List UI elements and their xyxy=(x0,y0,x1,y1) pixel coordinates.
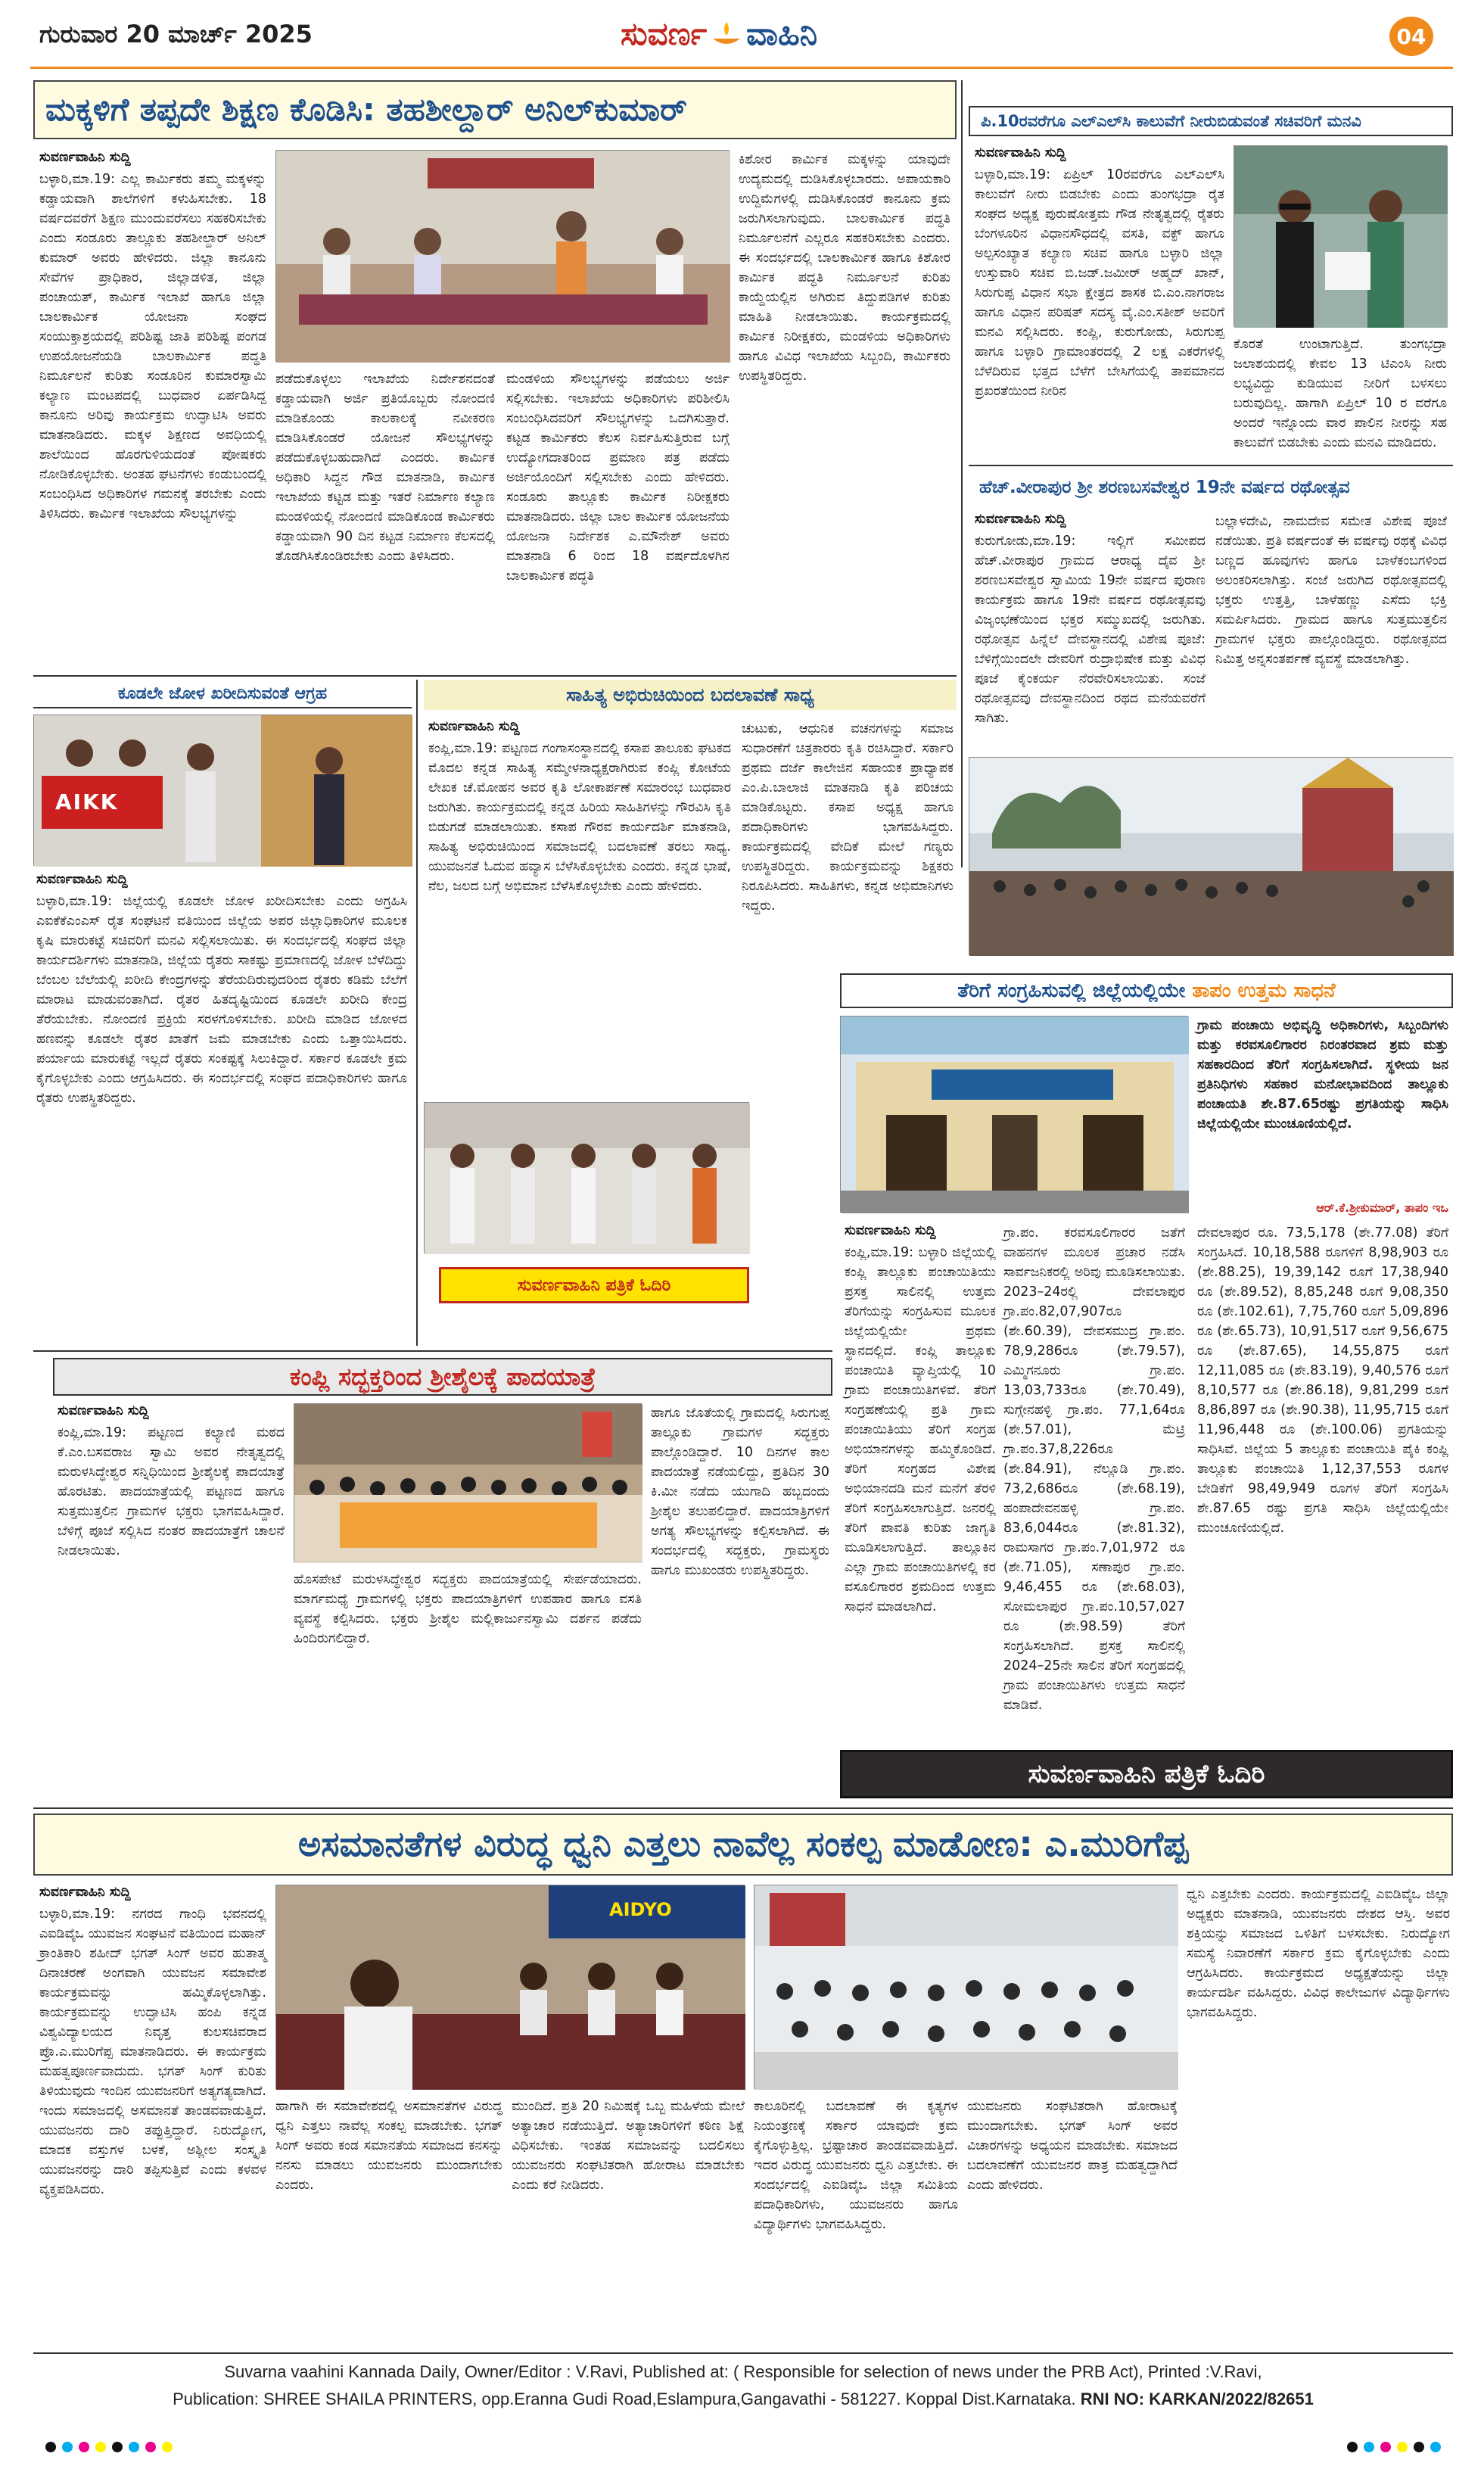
divider xyxy=(416,680,418,1346)
footer xyxy=(33,2358,1453,2419)
story-education-col4: ಕಿಶೋರ ಕಾರ್ಮಿಕ ಮಕ್ಕಳನ್ನು ಯಾವುದೇ ಉದ್ಯಮದಲ್ಲಿ ದುಡಿಸಿಕೊಳ್ಳಬಾರದು. ಅಪಾಯಕಾರಿ ಉದ್ದಿಮೆಗಳಲ್ಲಿ ದುಡಿಸಿಕೊಂಡರೆ ಕಾನೂನು ಕ್ರಮ ಜರುಗಿಸಲಾಗುವುದು. ಬಾಲಕಾರ್ಮಿಕ ಪದ್ಧತಿ ನಿರ್ಮೂಲನೆಗೆ ಎಲ್ಲರೂ ಸಹಕರಿಸಬೇಕು ಎಂದರು. ಈ ಸಂದರ್ಭದಲ್ಲಿ ಬಾಲಕಾರ್ಮಿಕ ಹಾಗೂ ಕಿಶೋರ ಕಾರ್ಮಿಕ ಪದ್ಧತಿ ನಿರ್ಮೂಲನೆ ಕುರಿತು ಕಾಯ್ದೆಯಲ್ಲಿನ ಅಗಿರುವ ತಿದ್ದುಪಡಿಗಳ ಕುರಿತು ಮಾಹಿತಿ ನೀಡಲಾಯಿತು. ಕಾರ್ಯಕ್ರಮದಲ್ಲಿ ಕಾರ್ಮಿಕ ನಿರೀಕ್ಷಕರು, ಮಂಡಳಿಯ ಅಧಿಕಾರಿಗಳು ಹಾಗೂ ವಿವಿಧ ಇಲಾಖೆಯ ಸಿಬ್ಬಂದಿ, ಕಾರ್ಮಿಕರು ಉಪಸ್ಥಿತರಿದ್ದರು. xyxy=(739,152,950,384)
story-jowar-banner: AIKK xyxy=(55,789,119,814)
footer-publication: Publication: SHREE SHAILA PRINTERS, opp.Eranna Gudi Road,Eslampura,Gangavathi - 581227. Koppal Dist.Karnataka. xyxy=(173,2389,1076,2408)
story-inequality xyxy=(33,1814,1453,2343)
story-tax-photo xyxy=(840,1016,1188,1213)
story-tax-col2: ಗ್ರಾ.ಪಂ. ಕರವಸೂಲಿಗಾರರ ಜತೆಗೆ ವಾಹನಗಳ ಮೂಲಕ ಪ್ರಚಾರ ನಡೆಸಿ ಸಾರ್ವಜನಿಕರಲ್ಲಿ ಅರಿವು ಮೂಡಿಸಲಾಯಿತು. 2023–24ರಲ್ಲಿ ದೇವಲಾಪುರ ಗ್ರಾ.ಪಂ.82,07,907ರೂ (ಶೇ.60.39), ದೇವಸಮುದ್ರ ಗ್ರಾ.ಪಂ. 78,9,286ರೂ (ಶೇ.79.57), ಎಮ್ಮಿಗನೂರು ಗ್ರಾ.ಪಂ. 13,03,733ರೂ (ಶೇ.70.49), ಸುಗ್ಗೇನಹಳ್ಳಿ ಗ್ರಾ.ಪಂ. 77,1,64ರೂ (ಶೇ.57.01), ಮೆಟ್ರಿ ಗ್ರಾ.ಪಂ.37,8,226ರೂ (ಶೇ.84.91), ನೆಲ್ಲೂಡಿ ಗ್ರಾ.ಪಂ. 73,2,686ರೂ (ಶೇ.68.19), ಹಂಪಾದೇವನಹಳ್ಳಿ ಗ್ರಾ.ಪಂ. 83,6,044ರೂ (ಶೇ.81.32), ರಾಮಸಾಗರ ಗ್ರಾ.ಪಂ.7,01,972 ರೂ (ಶೇ.71.05), ಸಣಾಪುರ ಗ್ರಾ.ಪಂ. 9,46,455 ರೂ (ಶೇ.68.03), ಸೋಮಲಾಪುರ ಗ್ರಾ.ಪಂ.10,57,027 ರೂ (ಶೇ.98.59) ತೆರಿಗೆ ಸಂಗ್ರಹಿಸಲಾಗಿದೆ. ಪ್ರಸಕ್ತ ಸಾಲಿನಲ್ಲಿ 2024–25ನೇ ಸಾಲಿನ ತೆರಿಗೆ ಸಂಗ್ರಹದಲ್ಲಿ ಗ್ರಾಮ ಪಂಚಾಯಿತಿಗಳು ಉತ್ತಮ ಸಾಧನೆ ಮಾಡಿವೆ. xyxy=(1003,1225,1185,1713)
story-canal-byline: ಸುವರ್ಣವಾಹಿನಿ ಸುದ್ದಿ xyxy=(975,145,1066,160)
story-chariot-byline: ಸುವರ್ಣವಾಹಿನಿ ಸುದ್ದಿ xyxy=(975,512,1066,527)
page-number: 04 xyxy=(1396,23,1426,49)
story-inequality-col2: ಹಾಗಾಗಿ ಈ ಸಮಾವೇಶದಲ್ಲಿ ಅಸಮಾನತೆಗಳ ವಿರುದ್ಧ ಧ್ವನಿ ಎತ್ತಲು ನಾವೆಲ್ಲ ಸಂಕಲ್ಪ ಮಾಡಬೇಕು. ಭಗತ್ ಸಿಂಗ್ ಅವರು ಕಂಡ ಸಮಾನತೆಯ ಸಮಾಜದ ಕನಸನ್ನು ನನಸು ಮಾಡಲು ಯುವಜನರು ಮುಂದಾಗಬೇಕು ಎಂದರು. xyxy=(275,2099,502,2193)
masthead xyxy=(0,0,1484,73)
story-inequality-photo-2 xyxy=(754,1885,1178,2089)
story-inequality-col6: ಧ್ವನಿ ಎತ್ತಬೇಕು ಎಂದರು. ಕಾರ್ಯಕ್ರಮದಲ್ಲಿ ಎಐಡಿವೈಒ ಜಿಲ್ಲಾ ಅಧ್ಯಕ್ಷರು ಮಾತನಾಡಿ, ಯುವಜನರು ದೇಶದ ಆಸ್ತಿ. ಅವರ ಶಕ್ತಿಯನ್ನು ಸಮಾಜದ ಒಳಿತಿಗೆ ಬಳಸಬೇಕು. ನಿರುದ್ಯೋಗ ಸಮಸ್ಯೆ ನಿವಾರಣೆಗೆ ಸರ್ಕಾರ ಕ್ರಮ ಕೈಗೊಳ್ಳಬೇಕು ಎಂದು ಆಗ್ರಹಿಸಿದರು. ಕಾರ್ಯಕ್ರಮದ ಅಧ್ಯಕ್ಷತೆಯನ್ನು ಜಿಲ್ಲಾ ಕಾರ್ಯದರ್ಶಿ ವಹಿಸಿದ್ದರು. ವಿವಿಧ ಕಾಲೇಜುಗಳ ವಿದ್ಯಾರ್ಥಿಗಳು ಭಾಗವಹಿಸಿದ್ದರು. xyxy=(1187,1887,1450,2020)
story-tax xyxy=(840,973,1453,1745)
story-tax-col3: ದೇವಲಾಪುರ ರೂ. 73,5,178 (ಶೇ.77.08) ತೆರಿಗೆ ಸಂಗ್ರಹಿಸಿದೆ. 10,18,588 ರೂಗಳಿಗೆ 8,98,903 ರೂ (ಶೇ.88.25), 19,39,142 ರೂಗೆ 17,38,940 ರೂ (ಶೇ.89.52), 8,85,248 ರೂಗೆ 9,08,350 ರೂ (ಶೇ.102.61), 7,75,760 ರೂಗೆ 5,09,896 ರೂ (ಶೇ.65.73), 10,91,517 ರೂಗೆ 9,56,675 ರೂ (ಶೇ.87.65), 14,55,875 ರೂಗೆ 12,11,085 ರೂ (ಶೇ.83.19), 9,40,576 ರೂಗೆ 8,10,577 ರೂ (ಶೇ.86.18), 9,81,299 ರೂಗೆ 8,86,897 ರೂ (ಶೇ.90.38), 11,95,715 ರೂಗೆ 11,96,448 ರೂ (ಶೇ.100.06) ಪ್ರಗತಿಯನ್ನು ಸಾಧಿಸಿವೆ. ಜಿಲ್ಲೆಯ 5 ತಾಲ್ಲೂಕು ಪಂಚಾಯಿತಿ ಪೈಕಿ ಕಂಪ್ಲಿ ತಾಲ್ಲೂಕು ಪಂಚಾಯಿತಿ 1,12,37,553 ರೂಗಳ ಬೇಡಿಕೆಗೆ 98,49,949 ರೂಗಳ ತೆರಿಗೆ ಸಂಗ್ರಹಿಸಿ ಶೇ.87.65 ರಷ್ಟು ಪ್ರಗತಿ ಸಾಧಿಸಿ ಜಿಲ್ಲೆಯಲ್ಲಿಯೇ ಮುಂಚೂಣಿಯಲ್ಲಿದೆ. xyxy=(1197,1225,1448,1536)
story-inequality-col5: ಯುವಜನರು ಸಂಘಟಿತರಾಗಿ ಹೋರಾಟಕ್ಕೆ ಮುಂದಾಗಬೇಕು. ಭಗತ್ ಸಿಂಗ್ ಅವರ ವಿಚಾರಗಳನ್ನು ಅಧ್ಯಯನ ಮಾಡಬೇಕು. ಸಮಾಜದ ಬದಲಾವಣೆಗೆ ಯುವಜನರ ಪಾತ್ರ ಮಹತ್ವದ್ದಾಗಿದೆ ಎಂದು ಹೇಳಿದರು. xyxy=(967,2099,1178,2193)
footer-line-2 xyxy=(33,2386,1453,2413)
ad-read-paper-2 xyxy=(840,1750,1453,1798)
story-education-byline: ಸುವರ್ಣವಾಹಿನಿ ಸುದ್ದಿ xyxy=(39,150,131,165)
footer-rni: RNI NO: KARKAN/2022/82651 xyxy=(1080,2389,1314,2408)
divider xyxy=(961,80,963,867)
footer-line-1: Suvarna vaahini Kannada Daily, Owner/Editor : V.Ravi, Published at: ( Responsible for selection of news under the PRB Act), Printed :V.Ravi, xyxy=(224,2362,1262,2381)
brand-name-right: ವಾಹಿನಿ xyxy=(746,15,818,52)
brand-lamp-icon xyxy=(710,19,743,49)
divider xyxy=(33,1807,1453,1809)
masthead-logo xyxy=(621,11,817,58)
story-jowar-photo xyxy=(33,715,412,866)
story-chariot-col2: ಬಲ್ಲಾಳದೇವಿ, ನಾಮದೇವ ಸಮೇತ ವಿಶೇಷ ಪೂಜೆ ನಡೆಯಿತು. ಪ್ರತಿ ವರ್ಷದಂತೆ ಈ ವರ್ಷವು ರಥಕ್ಕೆ ವಿವಿಧ ಬಣ್ಣದ ಹೂವುಗಳು ಹಾಗೂ ಬಾಳೆಕಂಬಗಳಿಂದ ಅಲಂಕರಿಸಲಾಗಿತ್ತು. ಸಂಜೆ ಜರುಗಿದ ರಥೋತ್ಸವದಲ್ಲಿ ಭಕ್ತರು ಉತ್ತತ್ತಿ, ಬಾಳೆಹಣ್ಣು ಎಸೆದು ಭಕ್ತಿ ಸಮರ್ಪಿಸಿದರು. ಗ್ರಾಮದ ಹಾಗೂ ಸುತ್ತಮುತ್ತಲಿನ ಗ್ರಾಮಗಳ ಭಕ್ತರು ಪಾಲ್ಗೊಂಡಿದ್ದರು. ರಥೋತ್ಸವದ ನಿಮಿತ್ತ ಅನ್ನಸಂತರ್ಪಣೆ ವ್ಯವಸ್ಥೆ ಮಾಡಲಾಗಿತ್ತು. xyxy=(1215,514,1447,667)
story-education xyxy=(33,80,957,671)
divider xyxy=(33,1350,832,1352)
story-canal-headline: ಪಿ.10ರವರೆಗೂ ಎಲ್‌ಎಲ್‌ಸಿ ಕಾಲುವೆಗೆ ನೀರುಬಿಡುವಂತೆ ಸಚಿವರಿಗೆ ಮನವಿ xyxy=(969,106,1453,136)
ad-read-paper xyxy=(439,1267,749,1303)
ad-read-paper-text: ಸುವರ್ಣವಾಹಿನಿ ಪತ್ರಿಕೆ ಓದಿರಿ xyxy=(517,1275,671,1295)
story-jowar-col1: ಬಳ್ಳಾರಿ,ಮಾ.19: ಜಿಲ್ಲೆಯಲ್ಲಿ ಕೂಡಲೇ ಜೋಳ ಖರೀದಿಸಬೇಕು ಎಂದು ಅಗ್ರಹಿಸಿ ಎಐಕೆಕೆಎಂಎಸ್ ರೈತ ಸಂಘಟನೆ ವತಿಯಿಂದ ಜಿಲ್ಲೆಯ ಅಪರ ಜಿಲ್ಲಾಧಿಕಾರಿಗಳ ಮೂಲಕ ಕೃಷಿ ಮಾರುಕಟ್ಟೆ ಸಚಿವರಿಗೆ ಮನವಿ ಸಲ್ಲಿಸಲಾಯಿತು. ಈ ಸಂದರ್ಭದಲ್ಲಿ ಸಂಘದ ಜಿಲ್ಲಾ ಕಾರ್ಯದರ್ಶಿಗಳು ಮಾತನಾಡಿ, ಜಿಲ್ಲೆಯ ರೈತರು ಸಾಕಷ್ಟು ಪ್ರಮಾಣದಲ್ಲಿ ಜೋಳ ಬೆಳೆದಿದ್ದು ಬೆಂಬಲ ಬೆಲೆಯಲ್ಲಿ ಖರೀದಿ ಕೇಂದ್ರಗಳನ್ನು ತೆರೆಯದಿರುವುದರಿಂದ ರೈತರು ಕಡಿಮೆ ಬೆಲೆಗೆ ಮಾರಾಟ ಮಾಡುವಂತಾಗಿದೆ. ರೈತರ ಹಿತದೃಷ್ಟಿಯಿಂದ ಕೂಡಲೇ ಖರೀದಿ ಕೇಂದ್ರ ತೆರೆಯಬೇಕು. ನೋಂದಣಿ ಪ್ರಕ್ರಿಯೆ ಸರಳಗೊಳಿಸಬೇಕು. ಖರೀದಿ ಮಾಡಿದ ಜೋಳದ ಹಣವನ್ನು ಕೂಡಲೇ ರೈತರ ಖಾತೆಗೆ ಜಮೆ ಮಾಡಬೇಕು ಎಂದು ಒತ್ತಾಯಿಸಿದರು. ಪರ್ಯಾಯ ಮಾರುಕಟ್ಟೆ ಇಲ್ಲದೆ ರೈತರು ಸಂಕಷ್ಟಕ್ಕೆ ಸಿಲುಕಿದ್ದಾರೆ. ಸರ್ಕಾರ ಕೂಡಲೇ ಕ್ರಮ ಕೈಗೊಳ್ಳಬೇಕು ಎಂದು ಆಗ್ರಹಿಸಿದರು. ಈ ಸಂದರ್ಭದಲ್ಲಿ ಸಂಘದ ಪದಾಧಿಕಾರಿಗಳು ಹಾಗೂ ರೈತರು ಉಪಸ್ಥಿತರಿದ್ದರು. xyxy=(36,894,407,1106)
story-pilgrimage-col1: ಕಂಪ್ಲಿ,ಮಾ.19: ಪಟ್ಟಣದ ಕಲ್ಯಾಣಿ ಮಠದ ಕೆ.ಎಂ.ಬಸವರಾಜ ಸ್ವಾಮಿ ಅವರ ನೇತೃತ್ವದಲ್ಲಿ ಮರುಳಸಿದ್ಧೇಶ್ವರ ಸನ್ನಿಧಿಯಿಂದ ಶ್ರೀಶೈಲಕ್ಕೆ ಪಾದಯಾತ್ರೆ ಹೊರಟಿತು. ಪಾದಯಾತ್ರೆಯಲ್ಲಿ ಪಟ್ಟಣದ ಹಾಗೂ ಸುತ್ತಮುತ್ತಲಿನ ಗ್ರಾಮಗಳ ಭಕ್ತರು ಭಾಗವಹಿಸಿದ್ದಾರೆ. ಬೆಳಿಗ್ಗೆ ಪೂಜೆ ಸಲ್ಲಿಸಿದ ನಂತರ ಪಾದಯಾತ್ರೆಗೆ ಚಾಲನೆ ನೀಡಲಾಯಿತು. xyxy=(58,1425,285,1558)
print-registration-marks-left xyxy=(45,2442,173,2452)
masthead-rule xyxy=(30,67,1453,69)
print-registration-marks-right xyxy=(1347,2442,1441,2452)
footer-rule xyxy=(33,2352,1453,2354)
story-tax-sidebar-sign: ಆರ್.ಕೆ.ಶ್ರೀಕುಮಾರ್, ತಾಪಂ ಇಒ xyxy=(1316,1200,1448,1215)
story-inequality-col1: ಬಳ್ಳಾರಿ,ಮಾ.19: ನಗರದ ಗಾಂಧಿ ಭವನದಲ್ಲಿ ಎಐಡಿವೈಒ ಯುವಜನ ಸಂಘಟನೆ ವತಿಯಿಂದ ಮಹಾನ್ ಕ್ರಾಂತಿಕಾರಿ ಶಹೀದ್ ಭಗತ್ ಸಿಂಗ್ ಅವರ ಹುತಾತ್ಮ ದಿನಾಚರಣೆ ಅಂಗವಾಗಿ ಯುವಜನ ಸಮಾವೇಶ ಕಾರ್ಯಕ್ರಮವನ್ನು ಹಮ್ಮಿಕೊಳ್ಳಲಾಗಿತ್ತು. ಕಾರ್ಯಕ್ರಮವನ್ನು ಉದ್ಘಾಟಿಸಿ ಹಂಪಿ ಕನ್ನಡ ವಿಶ್ವವಿದ್ಯಾಲಯದ ನಿವೃತ್ತ ಕುಲಸಚಿವರಾದ ಪ್ರೊ.ಎ.ಮುರಿಗೆಪ್ಪ ಮಾತನಾಡಿದರು. ಈ ಕಾರ್ಯಕ್ರಮ ಮಹತ್ವಪೂರ್ಣವಾದುದು. ಭಗತ್ ಸಿಂಗ್ ಕುರಿತು ತಿಳಿಯುವುದು ಇಂದಿನ ಯುವಜನರಿಗೆ ಅತ್ಯಗತ್ಯವಾಗಿದೆ. ಇಂದು ಸಮಾಜದಲ್ಲಿ ಅಸಮಾನತೆ ತಾಂಡವವಾಡುತ್ತಿದೆ. ಯುವಜನರು ದಾರಿ ತಪ್ಪುತ್ತಿದ್ದಾರೆ. ನಿರುದ್ಯೋಗ, ಮಾದಕ ವಸ್ತುಗಳ ಬಳಕೆ, ಅಶ್ಲೀಲ ಸಂಸ್ಕೃತಿ ಯುವಜನರನ್ನು ದಾರಿ ತಪ್ಪಿಸುತ್ತಿವೆ ಎಂದು ಕಳವಳ ವ್ಯಕ್ತಪಡಿಸಿದರು. xyxy=(39,1907,266,2197)
story-chariot-photo xyxy=(969,757,1453,955)
story-canal xyxy=(969,106,1453,462)
story-literature-byline: ಸುವರ್ಣವಾಹಿನಿ ಸುದ್ದಿ xyxy=(428,719,520,734)
story-education-col3: ಮಂಡಳಿಯ ಸೌಲಭ್ಯಗಳನ್ನು ಪಡೆಯಲು ಅರ್ಜಿ ಸಲ್ಲಿಸಬೇಕು. ಇಲಾಖೆಯ ಅಧಿಕಾರಿಗಳು ಪರಿಶೀಲಿಸಿ ಸಂಬಂಧಿಸಿದವರಿಗೆ ಸೌಲಭ್ಯಗಳನ್ನು ಒದಗಿಸುತ್ತಾರೆ. ಕಟ್ಟಡ ಕಾರ್ಮಿಕರು ಕೆಲಸ ನಿರ್ವಹಿಸುತ್ತಿರುವ ಬಗ್ಗೆ ಉದ್ಯೋಗದಾತರಿಂದ ಪ್ರಮಾಣ ಪತ್ರ ಪಡೆದು ಅರ್ಜಿಯೊಂದಿಗೆ ಸಲ್ಲಿಸಬೇಕು ಎಂದು ಹೇಳಿದರು. ಸಂಡೂರು ತಾಲ್ಲೂಕು ಕಾರ್ಮಿಕ ನಿರೀಕ್ಷಕರು ಮಾತನಾಡಿದರು. ಜಿಲ್ಲಾ ಬಾಲ ಕಾರ್ಮಿಕ ಯೋಜನೆಯ ಯೋಜನಾ ನಿರ್ದೇಶಕ ಎ.ಮೌನೇಶ್ ಅವರು ಮಾತನಾಡಿ 6 ರಿಂದ 18 ವರ್ಷದೊಳಗಿನ ಬಾಲಕಾರ್ಮಿಕ ಪದ್ಧತಿ xyxy=(506,372,730,584)
story-literature-col1: ಕಂಪ್ಲಿ,ಮಾ.19: ಪಟ್ಟಣದ ಗಂಗಾಸಂಸ್ಥಾನದಲ್ಲಿ ಕಸಾಪ ತಾಲೂಕು ಘಟಕದ ಮೊದಲ ಕನ್ನಡ ಸಾಹಿತ್ಯ ಸಮ್ಮೇಳನಾಧ್ಯಕ್ಷರಾಗಿರುವ ಕಂಪ್ಲಿ ಕೋಟೆಯ ಲೇಖಕ ಚೆ.ಮೋಹನ ಅವರ ಕೃತಿ ಲೋಕಾರ್ಪಣೆ ಸಮಾರಂಭ ಬುಧವಾರ ಜರುಗಿತು. ಕಾರ್ಯಕ್ರಮದಲ್ಲಿ ಕನ್ನಡ ಹಿರಿಯ ಸಾಹಿತಿಗಳನ್ನು ಗೌರವಿಸಿ ಕೃತಿ ಬಿಡುಗಡೆ ಮಾಡಲಾಯಿತು. ಕಸಾಪ ಗೌರವ ಕಾರ್ಯದರ್ಶಿ ಮಾತನಾಡಿ, ಸಾಹಿತ್ಯ ಅಭಿರುಚಿಯಿಂದ ಸಮಾಜದಲ್ಲಿ ಬದಲಾವಣೆ ತರಲು ಸಾಧ್ಯ. ಯುವಜನತೆ ಓದುವ ಹವ್ಯಾಸ ಬೆಳೆಸಿಕೊಳ್ಳಬೇಕು ಎಂದರು. ಕನ್ನಡ ಭಾಷೆ, ನೆಲ, ಜಲದ ಬಗ್ಗೆ ಅಭಿಮಾನ ಬೆಳೆಸಿಕೊಳ್ಳಬೇಕು ಎಂದು ಹೇಳಿದರು. xyxy=(428,741,731,894)
story-education-col1: ಬಳ್ಳಾರಿ,ಮಾ.19: ಎಲ್ಲ ಕಾರ್ಮಿಕರು ತಮ್ಮ ಮಕ್ಕಳನ್ನು ಕಡ್ಡಾಯವಾಗಿ ಶಾಲೆಗಳಿಗೆ ಕಳುಹಿಸಬೇಕು. 18 ವರ್ಷದವರೆಗೆ ಶಿಕ್ಷಣ ಮುಂದುವರೆಸಲು ಸಹಕರಿಸಬೇಕು ಎಂದು ಸಂಡೂರು ತಾಲ್ಲೂಕು ತಹಶೀಲ್ದಾರ್ ಅನಿಲ್ ಕುಮಾರ್ ಅವರು ಹೇಳಿದರು. ಜಿಲ್ಲಾ ಕಾನೂನು ಸೇವೆಗಳ ಪ್ರಾಧಿಕಾರ, ಜಿಲ್ಲಾಡಳಿತ, ಜಿಲ್ಲಾ ಪಂಚಾಯತ್, ಕಾರ್ಮಿಕ ಇಲಾಖೆ ಹಾಗೂ ಜಿಲ್ಲಾ ಬಾಲಕಾರ್ಮಿಕ ಯೋಜನಾ ಸಂಘದ ಸಂಯುಕ್ತಾಶ್ರಯದಲ್ಲಿ ಪರಿಶಿಷ್ಟ ಜಾತಿ ಪರಿಶಿಷ್ಟ ಪಂಗಡ ಉಪಯೋಜನೆಯಡಿ ಬಾಲಕಾರ್ಮಿಕ ಪದ್ಧತಿ ನಿರ್ಮೂಲನೆ ಕುರಿತು ಸಂಡೂರಿನ ಕುಮಾರಸ್ವಾಮಿ ಕಲ್ಯಾಣ ಮಂಟಪದಲ್ಲಿ ಬುಧವಾರ ಏರ್ಪಡಿಸಿದ್ದ ಕಾನೂನು ಅರಿವು ಕಾರ್ಯಕ್ರಮ ಉದ್ಘಾಟಿಸಿ ಅವರು ಮಾತನಾಡಿದರು. ಮಕ್ಕಳ ಶಿಕ್ಷಣದ ಅವಧಿಯಲ್ಲಿ ಶಾಲೆಯಿಂದ ಹೊರಗುಳಿಯದಂತೆ ಪೋಷಕರು ನೋಡಿಕೊಳ್ಳಬೇಕು. ಅಂತಹ ಘಟನೆಗಳು ಕಂಡುಬಂದಲ್ಲಿ ಸಂಬಂಧಿಸಿದ ಅಧಿಕಾರಿಗಳ ಗಮನಕ್ಕೆ ತರಬೇಕು ಎಂದು ತಿಳಿಸಿದರು. ಕಾರ್ಮಿಕ ಇಲಾಖೆಯ ಸೌಲಭ್ಯಗಳನ್ನು xyxy=(39,172,266,521)
story-pilgrimage-byline: ಸುವರ್ಣವಾಹಿನಿ ಸುದ್ದಿ xyxy=(58,1403,149,1418)
page-number-badge xyxy=(1389,17,1433,56)
story-inequality-byline: ಸುವರ್ಣವಾಹಿನಿ ಸುದ್ದಿ xyxy=(39,1885,131,1900)
story-pilgrimage-col3: ಹಾಗೂ ಜೊತೆಯಲ್ಲಿ ಗ್ರಾಮದಲ್ಲಿ ಸಿರುಗುಪ್ಪ ತಾಲ್ಲೂಕು ಗ್ರಾಮಗಳ ಸದ್ಭಕ್ತರು ಪಾಲ್ಗೊಂಡಿದ್ದಾರೆ. 10 ದಿನಗಳ ಕಾಲ ಪಾದಯಾತ್ರೆ ನಡೆಯಲಿದ್ದು, ಪ್ರತಿದಿನ 30 ಕಿ.ಮೀ ನಡೆದು ಯುಗಾದಿ ಹಬ್ಬದಂದು ಶ್ರೀಶೈಲ ತಲುಪಲಿದ್ದಾರೆ. ಪಾದಯಾತ್ರಿಗಳಿಗೆ ಅಗತ್ಯ ಸೌಲಭ್ಯಗಳನ್ನು ಕಲ್ಪಿಸಲಾಗಿದೆ. ಈ ಸಂದರ್ಭದಲ್ಲಿ ಸದ್ಭಕ್ತರು, ಗ್ರಾಮಸ್ಥರು ಹಾಗೂ ಮುಖಂಡರು ಉಪಸ್ಥಿತರಿದ್ದರು. xyxy=(651,1406,829,1578)
story-literature-headline: ಸಾಹಿತ್ಯ ಅಭಿರುಚಿಯಿಂದ ಬದಲಾವಣೆ ಸಾಧ್ಯ xyxy=(424,680,957,710)
story-tax-sidebar-quote: ಗ್ರಾಮ ಪಂಚಾಯಿ ಅಭಿವೃದ್ಧಿ ಅಧಿಕಾರಿಗಳು, ಸಿಬ್ಬಂದಿಗಳು ಮತ್ತು ಕರವಸೂಲಿಗಾರರ ನಿರಂತರವಾದ ಶ್ರಮ ಮತ್ತು ಸಹಕಾರದಿಂದ ತೆರಿಗೆ ಸಂಗ್ರಹಿಸಲಾಗಿದೆ. ಸ್ಥಳೀಯ ಜನ ಪ್ರತಿನಿಧಿಗಳು ಸಹಕಾರ ಮನೋಭಾವದಿಂದ ತಾಲ್ಲೂಕು ಪಂಚಾಯತಿ ಶೇ.87.65ರಷ್ಟು ಪ್ರಗತಿಯನ್ನು ಸಾಧಿಸಿ ಜಿಲ್ಲೆಯಲ್ಲಿಯೇ ಮುಂಚೂಣಿಯಲ್ಲಿದೆ. xyxy=(1197,1018,1448,1132)
ad-read-paper-2-text: ಸುವರ್ಣವಾಹಿನಿ ಪತ್ರಿಕೆ ಓದಿರಿ xyxy=(1028,1759,1265,1789)
story-pilgrimage-photo xyxy=(294,1403,642,1562)
story-education-photo xyxy=(275,150,730,362)
story-jowar xyxy=(33,680,412,1437)
story-pilgrimage-col2: ಹೊಸಪೇಟೆ ಮರುಳಸಿದ್ಧೇಶ್ವರ ಸದ್ಭಕ್ತರು ಪಾದಯಾತ್ರೆಯಲ್ಲಿ ಸೇರ್ಪಡೆಯಾದರು. ಮಾರ್ಗಮಧ್ಯೆ ಗ್ರಾಮಗಳಲ್ಲಿ ಭಕ್ತರು ಪಾದಯಾತ್ರಿಗಳಿಗೆ ಉಪಹಾರ ಹಾಗೂ ವಸತಿ ವ್ಯವಸ್ಥೆ ಕಲ್ಪಿಸಿದರು. ಭಕ್ತರು ಶ್ರೀಶೈಲ ಮಲ್ಲಿಕಾರ್ಜುನಸ್ವಾಮಿ ದರ್ಶನ ಪಡೆದು ಹಿಂದಿರುಗಲಿದ್ದಾರೆ. xyxy=(294,1572,642,1646)
story-literature-col2: ಚುಟುಕು, ಆಧುನಿಕ ವಚನಗಳನ್ನು ಸಮಾಜ ಸುಧಾರಣೆಗೆ ಚಿತ್ರಕಾರರು ಕೃತಿ ರಚಿಸಿದ್ದಾರೆ. ಸರ್ಕಾರಿ ಪ್ರಥಮ ದರ್ಜೆ ಕಾಲೇಜಿನ ಸಹಾಯಕ ಪ್ರಾಧ್ಯಾಪಕ ಎಂ.ಪಿ.ಬಾಲಾಜಿ ಮಾತನಾಡಿ ಕೃತಿ ಪರಿಚಯ ಮಾಡಿಕೊಟ್ಟರು. ಕಸಾಪ ಅಧ್ಯಕ್ಷ ಹಾಗೂ ಪದಾಧಿಕಾರಿಗಳು ಭಾಗವಹಿಸಿದ್ದರು. ಕಾರ್ಯಕ್ರಮದಲ್ಲಿ ವೇದಿಕೆ ಮೇಲೆ ಗಣ್ಯರು ಉಪಸ್ಥಿತರಿದ್ದರು. ಕಾರ್ಯಕ್ರಮವನ್ನು ಶಿಕ್ಷಕರು ನಿರೂಪಿಸಿದರು. ಸಾಹಿತಿಗಳು, ಕನ್ನಡ ಅಭಿಮಾನಿಗಳು ಇದ್ದರು. xyxy=(742,721,954,914)
masthead-date: ಗುರುವಾರ 20 ಮಾರ್ಚ್ 2025 xyxy=(39,20,313,48)
story-education-col2: ಪಡೆದುಕೊಳ್ಳಲು ಇಲಾಖೆಯ ನಿರ್ದೇಶನದಂತೆ ಕಡ್ಡಾಯವಾಗಿ ಅರ್ಜಿ ಪ್ರತಿಯೊಬ್ಬರು ನೋಂದಣಿ ಮಾಡಿಕೊಂಡು ಕಾಲಕಾಲಕ್ಕೆ ನವೀಕರಣ ಮಾಡಿಸಿಕೊಂಡರೆ ಯೋಜನೆ ಸೌಲಭ್ಯಗಳನ್ನು ಪಡೆದುಕೊಳ್ಳಬಹುದಾಗಿದೆ ಎಂದರು. ಕಾರ್ಮಿಕ ಅಧಿಕಾರಿ ಸಿದ್ದನ ಗೌಡ ಮಾತನಾಡಿ, ಕಾರ್ಮಿಕ ಇಲಾಖೆಯ ಕಟ್ಟಡ ಮತ್ತು ಇತರೆ ನಿರ್ಮಾಣ ಕಲ್ಯಾಣ ಮಂಡಳಿಯಲ್ಲಿ ನೋಂದಣಿ ಮಾಡಿಕೊಂಡ ಕಾರ್ಮಿಕರು ಕಡ್ಡಾಯವಾಗಿ 90 ದಿನ ಕಟ್ಟಡ ನಿರ್ಮಾಣ ಕೆಲಸದಲ್ಲಿ ತೊಡಗಿಸಿಕೊಂಡಿರಬೇಕು ಎಂದು ತಿಳಿಸಿದರು. xyxy=(275,372,495,564)
story-canal-col1: ಬಳ್ಳಾರಿ,ಮಾ.19: ಏಪ್ರಿಲ್ 10ರವರೆಗೂ ಎಲ್‌ಎಲ್‌ಸಿ ಕಾಲುವೆಗೆ ನೀರು ಬಿಡಬೇಕು ಎಂದು ತುಂಗಭದ್ರಾ ರೈತ ಸಂಘದ ಅಧ್ಯಕ್ಷ ಪುರುಷೋತ್ತಮ ಗೌಡ ನೇತೃತ್ವದಲ್ಲಿ ರೈತರು ಬೆಂಗಳೂರಿನ ವಿಧಾನಸೌಧದಲ್ಲಿ ವಸತಿ, ವಕ್ಫ್ ಹಾಗೂ ಅಲ್ಪಸಂಖ್ಯಾತ ಕಲ್ಯಾಣ ಸಚಿವ ಹಾಗೂ ಬಳ್ಳಾರಿ ಜಿಲ್ಲಾ ಉಸ್ತುವಾರಿ ಸಚಿವ ಬಿ.ಜಡ್.ಜಮೀರ್ ಅಹ್ಮದ್ ಖಾನ್, ಸಿರುಗುಪ್ಪ ವಿಧಾನ ಸಭಾ ಕ್ಷೇತ್ರದ ಶಾಸಕ ಬಿ.ಎಂ.ನಾಗರಾಜ ಹಾಗೂ ವಿಧಾನ ಪರಿಷತ್ ಸದಸ್ಯ ವೈ.ಎಂ.ಸತೀಶ್ ಅವರಿಗೆ ಮನವಿ ಸಲ್ಲಿಸಿದರು. ಕಂಪ್ಲಿ, ಕುರುಗೋಡು, ಸಿರುಗುಪ್ಪ ಹಾಗೂ ಬಳ್ಳಾರಿ ಗ್ರಾಮಾಂತರದಲ್ಲಿ 2 ಲಕ್ಷ ಎಕರೆಗಳಲ್ಲಿ ಬೆಳೆದಿರುವ ಭತ್ತದ ಬೆಳೆಗೆ ಬೇಸಿಗೆಯಲ್ಲಿ ತಾಪಮಾನದ ಪ್ರಖರತೆಯಿಂದ ನೀರಿನ xyxy=(975,167,1224,399)
story-inequality-headline: ಅಸಮಾನತೆಗಳ ವಿರುದ್ಧ ಧ್ವನಿ ಎತ್ತಲು ನಾವೆಲ್ಲ ಸಂಕಲ್ಪ ಮಾಡೋಣ: ಎ.ಮುರಿಗೆಪ್ಪ xyxy=(33,1814,1453,1876)
story-inequality-photo-1 xyxy=(275,1885,745,2089)
divider xyxy=(33,675,957,677)
story-chariot-col1: ಕುರುಗೋಡು,ಮಾ.19: ಇಲ್ಲಿಗೆ ಸಮೀಪದ ಹೆಚ್.ವೀರಾಪುರ ಗ್ರಾಮದ ಆರಾಧ್ಯ ದೈವ ಶ್ರೀ ಶರಣಬಸವೇಶ್ವರ ಸ್ವಾಮಿಯ 19ನೇ ವರ್ಷದ ಪುರಾಣ ಕಾರ್ಯಕ್ರಮ ಹಾಗೂ 19ನೇ ವರ್ಷದ ರಥೋತ್ಸವವು ವಿಜೃಂಭಣೆಯಿಂದ ಭಕ್ತರ ಸಮ್ಮುಖದಲ್ಲಿ ಜರುಗಿತು. ರಥೋತ್ಸವ ಹಿನ್ನೆಲೆ ದೇವಸ್ಥಾನದಲ್ಲಿ ವಿಶೇಷ ಪೂಜೆ: ಬೆಳಿಗ್ಗೆಯಿಂದಲೇ ದೇವರಿಗೆ ರುದ್ರಾಭಿಷೇಕ ಮತ್ತು ವಿವಿಧ ಪೂಜೆ ಕೈಂಕರ್ಯ ನೆರವೇರಿಸಲಾಯಿತು. ಸಂಜೆ ರಥೋತ್ಸವವು ದೇವಸ್ಥಾನದಿಂದ ರಥದ ಮನೆಯವರೆಗೆ ಸಾಗಿತು. xyxy=(975,534,1206,726)
story-tax-col1: ಕಂಪ್ಲಿ,ಮಾ.19: ಬಳ್ಳಾರಿ ಜಿಲ್ಲೆಯಲ್ಲಿ ಕಂಪ್ಲಿ ತಾಲ್ಲೂಕು ಪಂಚಾಯಿತಿಯು ಪ್ರಸಕ್ತ ಸಾಲಿನಲ್ಲಿ ಉತ್ತಮ ತೆರಿಗೆಯನ್ನು ಸಂಗ್ರಹಿಸುವ ಮೂಲಕ ಜಿಲ್ಲೆಯಲ್ಲಿಯೇ ಪ್ರಥಮ ಸ್ಥಾನದಲ್ಲಿದೆ. ಕಂಪ್ಲಿ ತಾಲ್ಲೂಕು ಪಂಚಾಯಿತಿ ವ್ಯಾಪ್ತಿಯಲ್ಲಿ 10 ಗ್ರಾಮ ಪಂಚಾಯಿತಿಗಳಿವೆ. ತೆರಿಗೆ ಸಂಗ್ರಹಣೆಯಲ್ಲಿ ಪ್ರತಿ ಗ್ರಾಮ ಪಂಚಾಯಿತಿಯು ತೆರಿಗೆ ಸಂಗ್ರಹ ಅಭಿಯಾನಗಳನ್ನು ಹಮ್ಮಿಕೊಂಡಿದೆ. ತೆರಿಗೆ ಸಂಗ್ರಹದ ವಿಶೇಷ ಅಭಿಯಾನದಡಿ ಮನೆ ಮನೆಗೆ ತೆರಳಿ ತೆರಿಗೆ ಸಂಗ್ರಹಿಸಲಾಗುತ್ತಿದೆ. ಜನರಲ್ಲಿ ತೆರಿಗೆ ಪಾವತಿ ಕುರಿತು ಜಾಗೃತಿ ಮೂಡಿಸಲಾಗುತ್ತಿದೆ. ತಾಲ್ಲೂಕಿನ ಎಲ್ಲಾ ಗ್ರಾಮ ಪಂಚಾಯಿತಿಗಳಲ್ಲಿ ಕರ ವಸೂಲಿಗಾರರ ಶ್ರಮದಿಂದ ಉತ್ತಮ ಸಾಧನೆ ಮಾಡಲಾಗಿದೆ. xyxy=(845,1245,996,1614)
story-tax-headline-b: ತಾಪಂ ಉತ್ತಮ ಸಾಧನೆ xyxy=(1192,979,1336,1002)
story-jowar-headline: ಕೂಡಲೇ ಜೋಳ ಖರೀದಿಸುವಂತೆ ಆಗ್ರಹ xyxy=(33,680,412,708)
story-literature-photo xyxy=(424,1102,749,1253)
story-pilgrimage xyxy=(53,1358,832,1691)
story-chariot xyxy=(969,472,1453,964)
story-canal-photo xyxy=(1234,145,1447,327)
brand-name-left: ಸುವರ್ಣ xyxy=(621,15,708,52)
story-pilgrimage-headline: ಕಂಪ್ಲಿ ಸದ್ಭಕ್ತರಿಂದ ಶ್ರೀಶೈಲಕ್ಕೆ ಪಾದಯಾತ್ರೆ xyxy=(53,1358,832,1396)
story-canal-col2: ಕೊರತೆ ಉಂಟಾಗುತ್ತಿದೆ. ತುಂಗಭದ್ರಾ ಜಲಾಶಯದಲ್ಲಿ ಕೇವಲ 13 ಟಿಎಂಸಿ ನೀರು ಲಭ್ಯವಿದ್ದು ಕುಡಿಯುವ ನೀರಿಗೆ ಬಳಸಲು ಬರುವುದಿಲ್ಲ. ಹಾಗಾಗಿ ಏಪ್ರಿಲ್ 10 ರ ವರೆಗೂ ಅಂದರೆ ಇನ್ನೊಂದು ವಾರ ಪಾಲಿನ ನೀರನ್ನು ಸಹ ಕಾಲುವೆಗೆ ಬಿಡಬೇಕು ಎಂದು ಮನವಿ ಮಾಡಿದರು. xyxy=(1234,337,1447,450)
story-chariot-headline: ಹೆಚ್.ವೀರಾಪುರ ಶ್ರೀ ಶರಣಬಸವೇಶ್ವರ 19ನೇ ವರ್ಷದ ರಥೋತ್ಸವ xyxy=(979,478,1350,497)
story-inequality-col4: ಕಾಲೂರಿನಲ್ಲಿ ಬದಲಾವಣೆ ಈ ಕೃತ್ಯಗಳ ನಿಯಂತ್ರಣಕ್ಕೆ ಸರ್ಕಾರ ಯಾವುದೇ ಕ್ರಮ ಕೈಗೊಳ್ಳುತ್ತಿಲ್ಲ. ಭ್ರಷ್ಟಾಚಾರ ತಾಂಡವವಾಡುತ್ತಿದೆ. ಇದರ ವಿರುದ್ಧ ಯುವಜನರು ಧ್ವನಿ ಎತ್ತಬೇಕು. ಈ ಸಂದರ್ಭದಲ್ಲಿ ಎಐಡಿವೈಒ ಜಿಲ್ಲಾ ಸಮಿತಿಯ ಪದಾಧಿಕಾರಿಗಳು, ಯುವಜನರು ಹಾಗೂ ವಿದ್ಯಾರ್ಥಿಗಳು ಭಾಗವಹಿಸಿದ್ದರು. xyxy=(754,2099,958,2232)
story-inequality-col3: ಮುಂದಿದೆ. ಪ್ರತಿ 20 ನಿಮಿಷಕ್ಕೆ ಒಬ್ಬ ಮಹಿಳೆಯ ಮೇಲೆ ಅತ್ಯಾಚಾರ ನಡೆಯುತ್ತಿದೆ. ಅತ್ಯಾಚಾರಿಗಳಿಗೆ ಕಠಿಣ ಶಿಕ್ಷೆ ವಿಧಿಸಬೇಕು. ಇಂತಹ ಸಮಾಜವನ್ನು ಬದಲಿಸಲು ಯುವಜನರು ಸಂಘಟಿತರಾಗಿ ಹೋರಾಟ ಮಾಡಬೇಕು ಎಂದು ಕರೆ ನೀಡಿದರು. xyxy=(512,2099,745,2193)
story-inequality-banner: AIDYO xyxy=(609,1899,672,1920)
story-jowar-byline: ಸುವರ್ಣವಾಹಿನಿ ಸುದ್ದಿ xyxy=(36,872,128,887)
story-tax-byline: ಸುವರ್ಣವಾಹಿನಿ ಸುದ್ದಿ xyxy=(845,1223,936,1238)
story-tax-headline-a: ತೆರಿಗೆ ಸಂಗ್ರಹಿಸುವಲ್ಲಿ ಜಿಲ್ಲೆಯಲ್ಲಿಯೇ xyxy=(957,979,1186,1002)
story-education-headline: ಮಕ್ಕಳಿಗೆ ತಪ್ಪದೇ ಶಿಕ್ಷಣ ಕೊಡಿಸಿ: ತಹಶೀಲ್ದಾರ್ ಅನಿಲ್‌ಕುಮಾರ್ xyxy=(33,80,957,139)
divider xyxy=(969,465,1453,466)
story-tax-headline xyxy=(840,973,1453,1008)
